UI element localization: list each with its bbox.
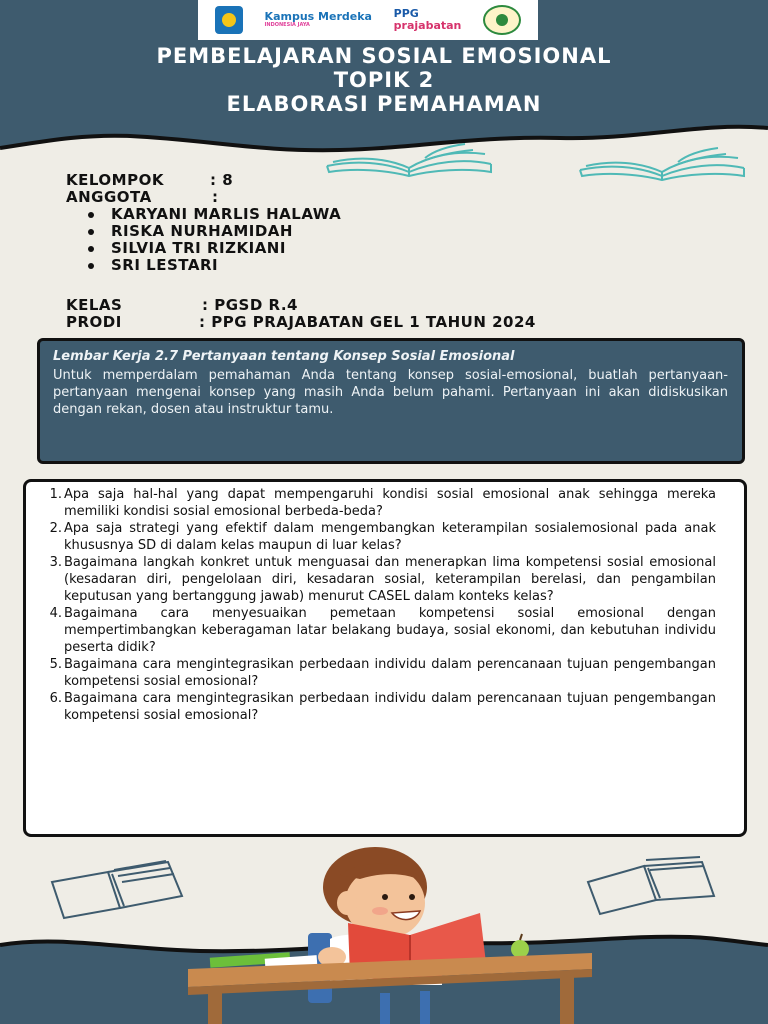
anggota-label: ANGGOTA xyxy=(66,188,152,206)
question-list xyxy=(44,486,716,724)
anggota-row xyxy=(66,189,536,206)
bullet-icon xyxy=(88,212,94,218)
worksheet-box xyxy=(37,338,745,464)
ppg-top: PPG xyxy=(393,7,419,20)
tut-wuri-icon xyxy=(215,6,243,34)
list-item: KARYANI MARLIS HALAWA xyxy=(88,206,536,223)
kelas-value: : PGSD R.4 xyxy=(202,296,298,314)
list-item: 4. Bagaimana cara menyesuaikan pemetaan kompetensi sosial emosional dengan mempertimbangkan keberagaman latar belakang budaya, sosial ekonomi, dan kebutuhan individu peserta didik? xyxy=(49,606,716,655)
anggota-sep: : xyxy=(212,188,219,206)
list-item: 5. Bagaimana cara mengintegrasikan perbedaan individu dalam perencanaan tujuan pengembangan kompetensi sosial emosional? xyxy=(49,657,716,689)
kampus-merdeka-name: Kampus Merdeka xyxy=(264,9,372,23)
title-line-2: TOPIK 2 xyxy=(333,68,435,92)
list-item: SRI LESTARI xyxy=(88,257,536,274)
book-outline-icon xyxy=(48,860,188,920)
list-item: SILVIA TRI RIZKIANI xyxy=(88,240,536,257)
bullet-icon xyxy=(88,229,94,235)
prodi-label: PRODI xyxy=(66,313,122,331)
worksheet-title: Lembar Kerja 2.7 Pertanyaan tentang Konsep Sosial Emosional xyxy=(53,349,515,364)
bullet-icon xyxy=(88,246,94,252)
prodi-row xyxy=(66,314,536,331)
list-item: RISKA NURHAMIDAH xyxy=(88,223,536,240)
kelas-label: KELAS xyxy=(66,296,123,314)
ppg-logo xyxy=(394,8,462,32)
list-item: 2. Apa saja strategi yang efektif dalam mengembangkan keterampilan sosialemosional pada anak khususnya SD di dalam kelas maupun di luar kelas? xyxy=(49,521,716,553)
ppg-bottom: prajabatan xyxy=(393,19,462,32)
kelompok-label: KELOMPOK xyxy=(66,171,164,189)
prodi-value: : PPG PRAJABATAN GEL 1 TAHUN 2024 xyxy=(199,313,536,331)
bullet-icon xyxy=(88,263,94,269)
open-book-icon-2 xyxy=(578,146,748,184)
list-item: 1. Apa saja hal-hal yang dapat mempengaruhi kondisi sosial emosional anak sehingga mereka memiliki kondisi sosial emosional berbeda-beda? xyxy=(49,487,716,519)
page-title xyxy=(0,44,768,116)
kelas-row xyxy=(66,297,536,314)
kelompok-row xyxy=(66,172,536,189)
university-seal-icon xyxy=(483,5,521,35)
apple-icon xyxy=(511,940,529,958)
book-outline-icon-2 xyxy=(584,856,724,916)
kemendikbud-logo xyxy=(215,6,243,34)
kampus-merdeka-logo xyxy=(264,9,372,29)
title-line-3: ELABORASI PEMAHAMAN xyxy=(226,92,542,116)
group-info xyxy=(66,172,536,331)
member-list xyxy=(88,206,536,274)
university-logo xyxy=(483,5,521,35)
logo-bar xyxy=(198,0,538,40)
title-line-1: PEMBELAJARAN SOSIAL EMOSIONAL xyxy=(156,44,612,68)
list-item: 3. Bagaimana langkah konkret untuk menguasai dan menerapkan lima kompetensi sosial emosional (kesadaran diri, pengelolaan diri, kesadaran sosial, keterampilan berelasi, dan pengambilan keputusan yang bertanggung jawab) menurut CASEL dalam konteks kelas? xyxy=(49,555,716,604)
worksheet-body: Untuk memperdalam pemahaman Anda tentang konsep sosial-emosional, buatlah pertanyaan-pertanyaan mengenai konsep yang masih Anda belum pahami. Pertanyaan ini akan didiskusikan dengan rekan, dosen atau instruktur tamu. xyxy=(53,368,728,417)
list-item: 6. Bagaimana cara mengintegrasikan perbedaan individu dalam perencanaan tujuan pengembangan kompetensi sosial emosional? xyxy=(49,691,716,723)
child-reading-illustration xyxy=(180,845,600,1024)
kampus-merdeka-sub: INDONESIA JAYA xyxy=(264,21,310,28)
questions-box xyxy=(23,479,747,837)
kelompok-value: : 8 xyxy=(210,171,234,189)
